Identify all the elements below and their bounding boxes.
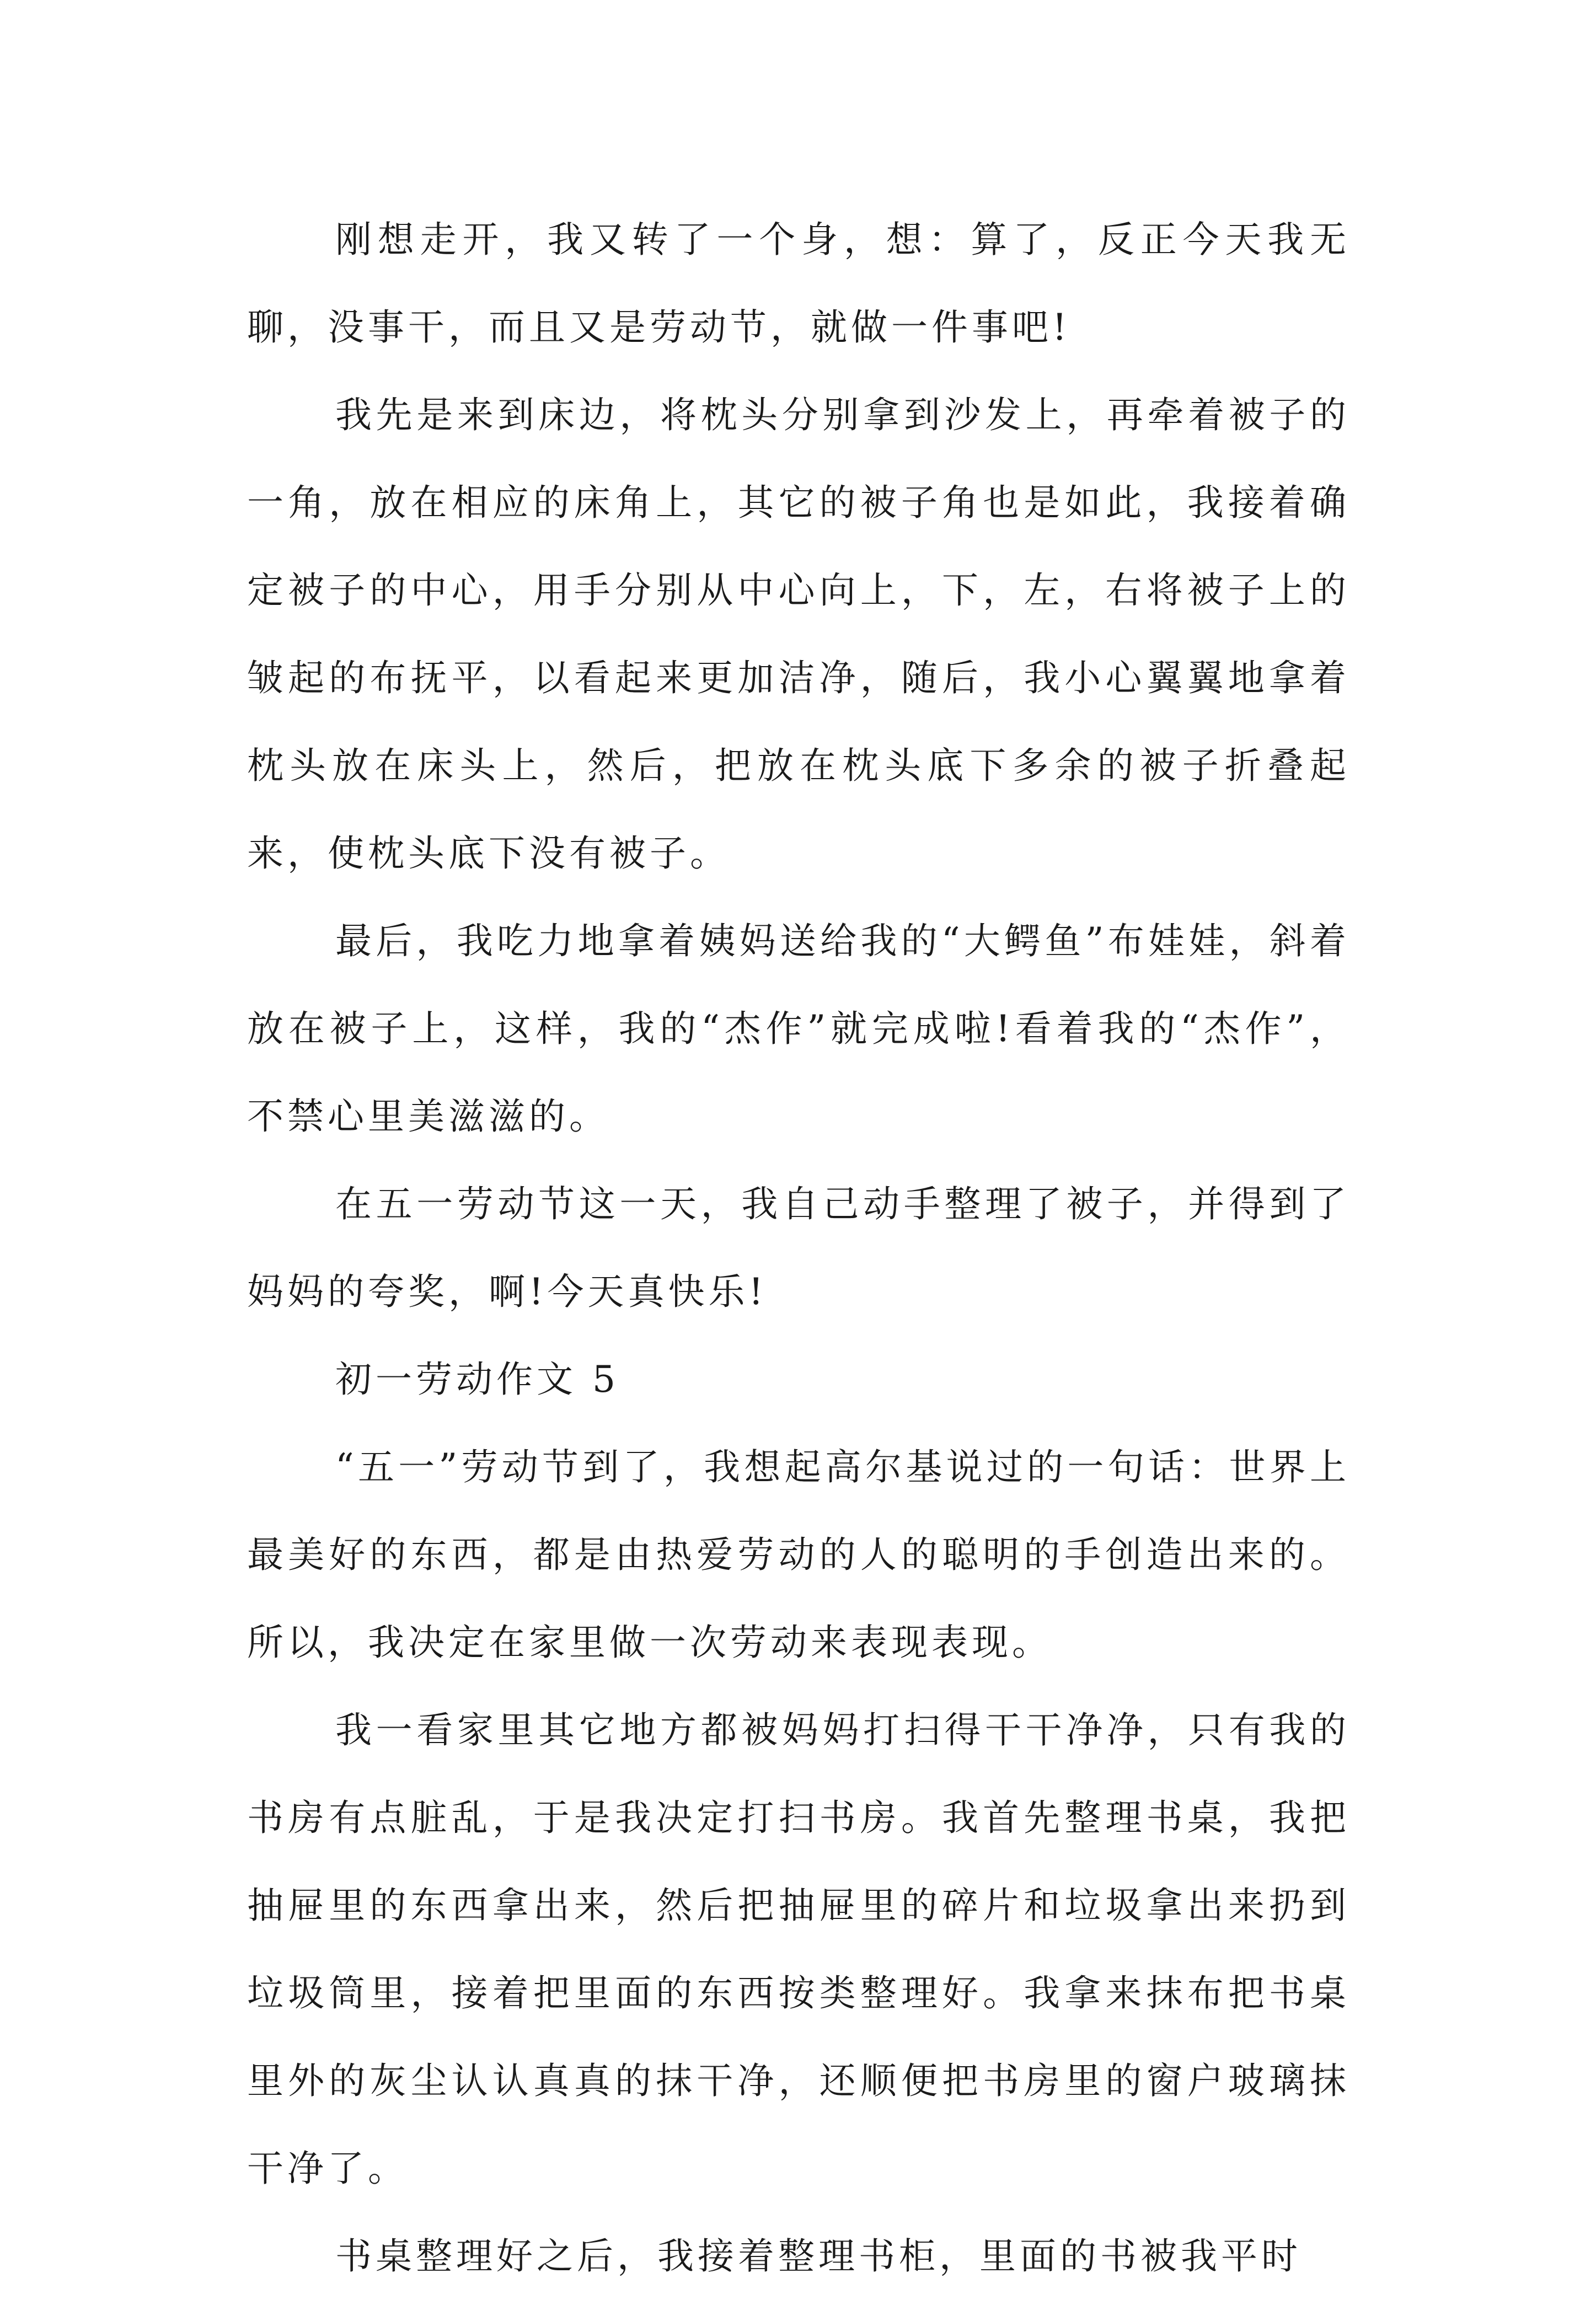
paragraph: 我一看家里其它地方都被妈妈打扫得干干净净，只有我的书房有点脏乱，于是我决定打扫书房。我首先整理书桌，我把抽屉里的东西拿出来，然后把抽屉里的碎片和垃圾拿出来扔到垃圾筒里，接着把里面的东西按类整理好。我拿来抹布把书桌里外的灰尘认认真真的抹干净，还顺便把书房里的窗户玻璃抹干净了。 [247, 1709, 1350, 2190]
paragraph: 刚想走开，我又转了一个身，想：算了，反正今天我无聊，没事干，而且又是劳动节，就做一件事吧! [247, 218, 1350, 349]
document-body [247, 196, 1350, 2300]
paragraph: 在五一劳动节这一天，我自己动手整理了被子，并得到了妈妈的夸奖，啊!今天真快乐! [247, 1183, 1350, 1313]
paragraph: 书桌整理好之后，我接着整理书柜，里面的书被我平时 [335, 2235, 1302, 2277]
paragraph: 最后，我吃力地拿着姨妈送给我的“大鳄鱼”布娃娃，斜着放在被子上，这样，我的“杰作”就完成啦!看着我的“杰作”，不禁心里美滋滋的。 [247, 920, 1350, 1138]
paragraph: “五一”劳动节到了，我想起高尔基说过的一句话：世界上最美好的东西，都是由热爱劳动的人的聪明的手创造出来的。所以，我决定在家里做一次劳动来表现表现。 [247, 1446, 1350, 1664]
paragraph: 我先是来到床边，将枕头分别拿到沙发上，再牵着被子的一角，放在相应的床角上，其它的被子角也是如此，我接着确定被子的中心，用手分别从中心向上，下，左，右将被子上的皱起的布抚平，以看起来更加洁净，随后，我小心翼翼地拿着枕头放在床头上，然后，把放在枕头底下多余的被子折叠起来，使枕头底下没有被子。 [247, 394, 1350, 875]
section-heading: 初一劳动作文 5 [335, 1358, 619, 1401]
